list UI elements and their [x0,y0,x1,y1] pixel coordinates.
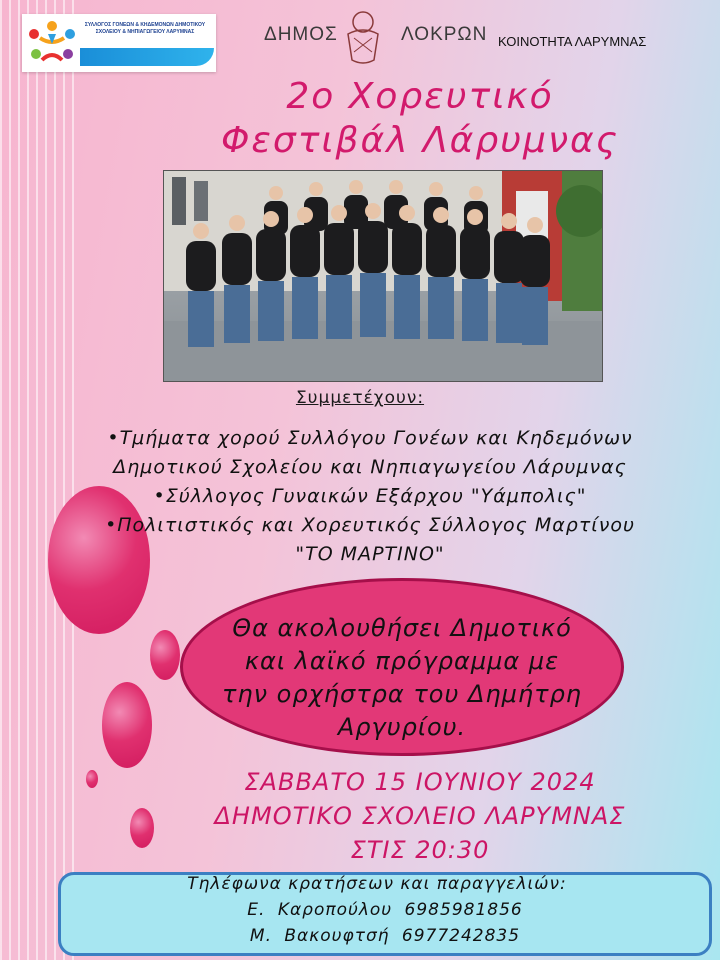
decor-circle-tiny [86,770,98,788]
municipality-name: ΔΗΜΟΣ ΛΟΚΡΩΝ [264,24,488,45]
association-logo [22,14,216,72]
program-line: την ορχήστρα του Δημήτρη [221,680,583,708]
association-name: ΣΥΛΛΟΓΟΣ ΓΟΝΕΩΝ & ΚΗΔΕΜΟΝΩΝ ΔΗΜΟΤΙΚΟΥ ΣΧΟΛΕΙΟΥ & ΝΗΠΙΑΓΩΓΕΙΟΥ ΛΑΡΥΜΝΑΣ [84,22,206,35]
contact-entry: Ε. Καροπούλου 6985981856 [247,900,523,920]
participant-line: Δημοτικού Σχολείου και Νηπιαγωγείου Λάρυμνας [113,456,627,478]
title-line-2: Φεστιβάλ Λάρυμνας [221,120,619,161]
group-photo-illustration [164,171,602,381]
decor-circle-medium [102,682,152,768]
participant-line: •Τμήματα χορού Συλλόγου Γονέων και Κηδεμόνων [107,427,633,449]
logo-swoosh [80,48,214,66]
participants-list [30,424,710,569]
community-name: ΚΟΙΝΟΤΗΤΑ ΛΑΡΥΜΝΑΣ [498,34,647,49]
event-venue: ΔΗΜΟΤΙΚΟ ΣΧΟΛΕΙΟ ΛΑΡΥΜΝΑΣ [214,802,626,830]
participants-heading: Συμμετέχουν: [295,388,425,408]
event-date: ΣΑΒΒΑΤΟ 15 ΙΟΥΝΙΟΥ 2024 [244,768,596,796]
participant-line: •Πολιτιστικός και Χορευτικός Σύλλογος Μαρτίνου [105,514,635,536]
program-line: Θα ακολουθήσει Δημοτικό [232,614,572,642]
ancient-figure-icon [336,8,390,66]
participant-line: •Σύλλογος Γυναικών Εξάρχου "Υάμπολις" [153,485,587,507]
program-text [200,612,604,744]
title-line-1: 2ο Χορευτικό [286,76,554,117]
people-logo-icon [26,20,78,66]
decor-circle-small [150,630,180,680]
group-photo [163,170,603,382]
participant-line: "ΤΟ ΜΑΡΤΙΝΟ" [295,543,445,565]
event-time: ΣΤΙΣ 20:30 [350,836,490,864]
contact-entry: Μ. Βακουφτσή 6977242835 [249,926,521,946]
municipality-logo [264,24,487,46]
program-line: και λαϊκό πρόγραμμα με [244,647,560,675]
contacts-heading: Τηλέφωνα κρατήσεων και παραγγελιών: [187,874,567,894]
program-line: Αργυρίου. [337,713,467,741]
